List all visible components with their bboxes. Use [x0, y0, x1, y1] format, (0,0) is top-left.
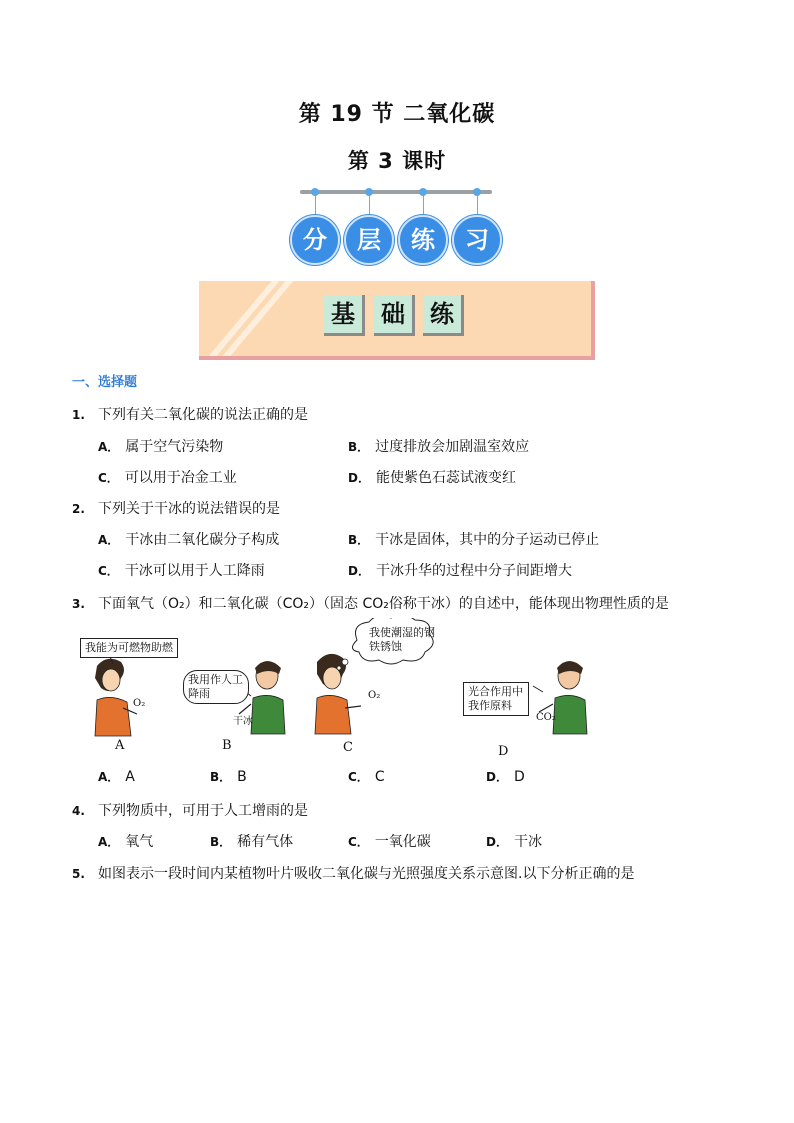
- option-letter: A．: [98, 533, 120, 547]
- option-b[interactable]: [210, 831, 293, 851]
- option-letter: D．: [486, 835, 508, 849]
- banner-tile-lian: 练: [423, 295, 464, 336]
- option-letter: B．: [210, 835, 232, 849]
- option-text: 过度排放会加剧温室效应: [375, 439, 530, 455]
- badge-fen: 分: [290, 215, 340, 265]
- option-d[interactable]: [486, 768, 525, 785]
- badge-dot: [419, 188, 427, 196]
- speech-bubble-a: 我能为可燃物助燃: [80, 638, 178, 658]
- option-text: C: [374, 769, 385, 785]
- option-letter: A．: [98, 440, 120, 454]
- badge-lian: 练: [398, 215, 448, 265]
- option-b[interactable]: [348, 529, 599, 549]
- option-letter: B．: [348, 533, 370, 547]
- question-number: 2.: [72, 502, 85, 516]
- speech-bubble-c: 我使潮湿的钢铁锈蚀: [369, 626, 435, 653]
- speech-bubble-b: 我用作人工降雨: [183, 670, 249, 704]
- option-letter: D．: [348, 471, 370, 485]
- option-a[interactable]: [98, 831, 153, 851]
- option-d[interactable]: [348, 467, 516, 487]
- option-a[interactable]: [98, 768, 135, 785]
- option-c[interactable]: [98, 467, 237, 487]
- girl-figure-a: [95, 659, 137, 736]
- question-number: 5.: [72, 867, 85, 881]
- option-text: 干冰可以用于人工降雨: [124, 563, 265, 579]
- option-letter: C．: [348, 835, 369, 849]
- page-title: 第 19 节 二氧化碳: [298, 102, 496, 127]
- question-3: [72, 593, 669, 613]
- option-a[interactable]: [98, 436, 223, 456]
- option-text: 能使紫色石蕊试液变红: [375, 470, 516, 486]
- question-3-figure: [75, 618, 615, 758]
- option-text: 干冰升华的过程中分子间距增大: [375, 563, 572, 579]
- option-text: B: [237, 769, 247, 785]
- option-text: 干冰是固体，其中的分子运动已停止: [375, 532, 600, 548]
- option-a[interactable]: [98, 529, 279, 549]
- option-letter: A．: [98, 835, 120, 849]
- option-text: 可以用于冶金工业: [124, 470, 237, 486]
- question-text: 下列关于干冰的说法错误的是: [98, 501, 280, 517]
- badge-stem: [315, 193, 316, 215]
- held-label-a: O₂: [133, 698, 146, 709]
- held-label-b: 干冰: [233, 716, 253, 727]
- badge-stem: [423, 193, 424, 215]
- badge-dot: [365, 188, 373, 196]
- page-subtitle: 第 3 课时: [347, 149, 447, 173]
- badge-dot: [473, 188, 481, 196]
- question-1: [72, 404, 308, 424]
- question-text: 下面氧气（O₂）和二氧化碳（CO₂）（固态 CO₂俗称干冰）的自述中，能体现出物理性质的是: [98, 596, 669, 612]
- speech-bubble-d: 光合作用中我作原料: [463, 682, 529, 716]
- held-label-c: O₂: [368, 690, 381, 701]
- question-5: [72, 863, 634, 883]
- option-text: 稀有气体: [237, 834, 294, 850]
- question-number: 3.: [72, 597, 85, 611]
- option-letter: A．: [98, 770, 120, 784]
- figure-caption-d: D: [498, 744, 509, 759]
- question-4: [72, 800, 308, 820]
- question-text: 如图表示一段时间内某植物叶片吸收二氧化碳与光照强度关系示意图.以下分析正确的是: [98, 866, 635, 882]
- badge-rail: [300, 190, 492, 194]
- held-label-d: CO₂: [536, 712, 556, 723]
- question-text: 下列有关二氧化碳的说法正确的是: [98, 407, 308, 423]
- option-text: 属于空气污染物: [125, 439, 224, 455]
- section-heading: 一、选择题: [72, 375, 138, 390]
- option-d[interactable]: [348, 560, 572, 580]
- badge-xi: 习: [452, 215, 502, 265]
- option-c[interactable]: [98, 560, 265, 580]
- question-number: 1.: [72, 408, 85, 422]
- option-text: D: [513, 769, 525, 785]
- option-b[interactable]: [210, 768, 247, 785]
- option-text: 干冰由二氧化碳分子构成: [125, 532, 280, 548]
- badge-stem: [477, 193, 478, 215]
- option-b[interactable]: [348, 436, 529, 456]
- badge-stem: [369, 193, 370, 215]
- figure-caption-c: C: [343, 740, 353, 755]
- option-letter: B．: [348, 440, 370, 454]
- badge-ceng: 层: [344, 215, 394, 265]
- banner-tile-ji: 基: [324, 295, 365, 336]
- option-letter: C．: [348, 770, 369, 784]
- figure-caption-b: B: [222, 738, 232, 753]
- banner-streak: [201, 281, 283, 360]
- question-number: 4.: [72, 804, 85, 818]
- option-letter: B．: [210, 770, 232, 784]
- question-text: 下列物质中，可用于人工增雨的是: [98, 803, 308, 819]
- boy-figure-d: [539, 661, 587, 734]
- banner-tile-chu: 础: [374, 295, 415, 336]
- option-c[interactable]: [348, 768, 385, 785]
- option-text: A: [125, 769, 135, 785]
- option-text: 一氧化碳: [374, 834, 431, 850]
- option-d[interactable]: [486, 831, 542, 851]
- question-2: [72, 498, 280, 518]
- option-letter: D．: [486, 770, 508, 784]
- option-letter: C．: [98, 471, 119, 485]
- practice-banner: [199, 281, 595, 360]
- option-text: 干冰: [513, 834, 542, 850]
- option-text: 氧气: [125, 834, 154, 850]
- option-letter: D．: [348, 564, 370, 578]
- figure-caption-a: A: [115, 738, 125, 753]
- option-letter: C．: [98, 564, 119, 578]
- badge-dot: [311, 188, 319, 196]
- option-c[interactable]: [348, 831, 431, 851]
